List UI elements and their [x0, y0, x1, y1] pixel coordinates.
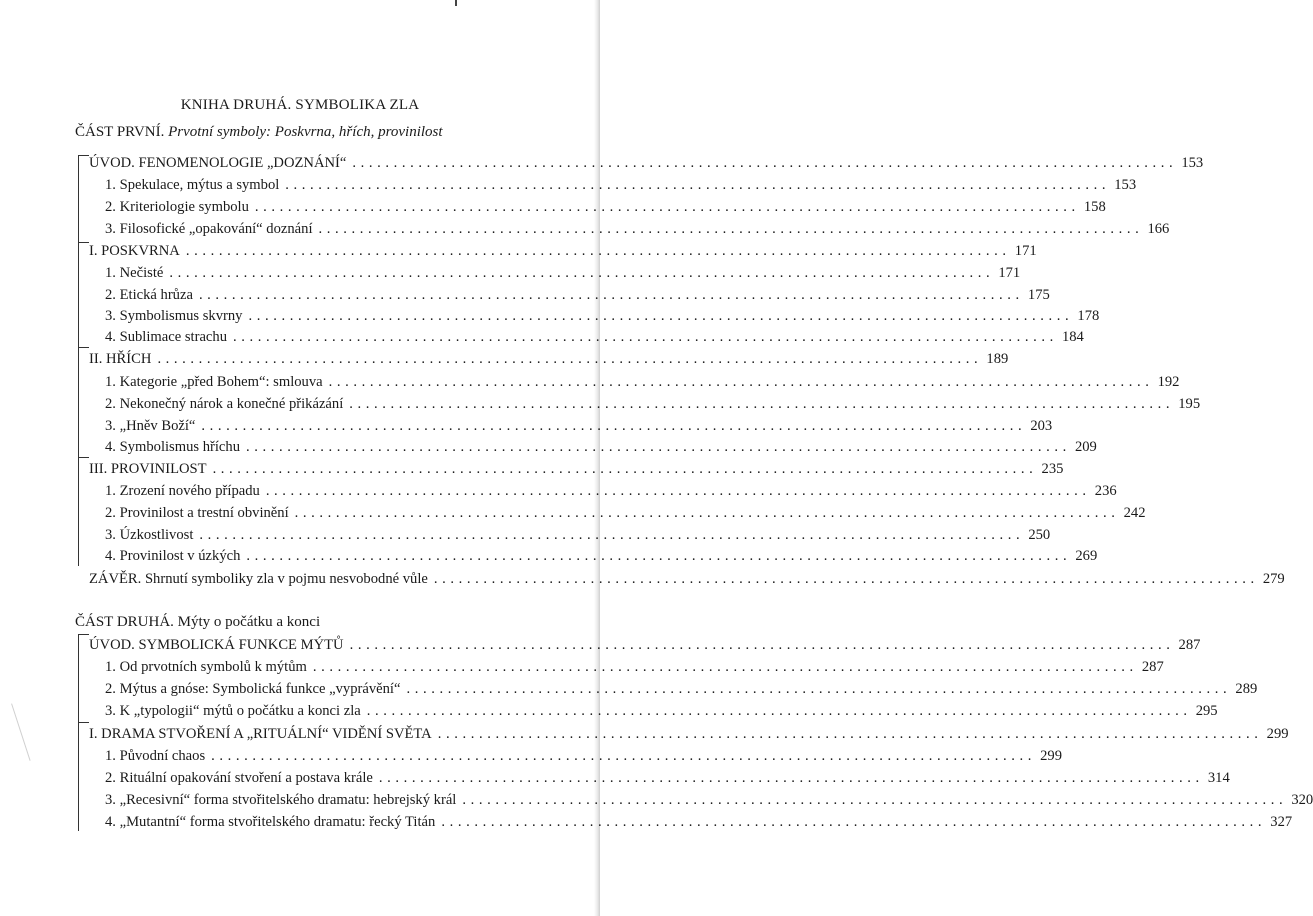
section-bracket: [78, 155, 89, 244]
dot-leader: ....................................................................................................: [366, 703, 1192, 719]
toc-entry-page: 209: [1074, 439, 1097, 455]
toc-entry-title: 1. Od prvotních symbolů k mýtům: [105, 659, 307, 675]
toc-entry[interactable]: [105, 287, 1050, 307]
toc-entry-title: 2. Rituální opakování stvoření a postava krále: [105, 770, 373, 786]
toc-entry-page: 235: [1041, 461, 1064, 477]
toc-entry-title: I. POSKVRNA: [89, 243, 180, 259]
toc-entry[interactable]: [105, 681, 1258, 701]
toc-entry-page: 295: [1195, 703, 1218, 719]
toc-entry-title: 3. K „typologii“ mýtů o počátku a konci zla: [105, 703, 361, 719]
toc-entry-title: 1. Kategorie „před Bohem“: smlouva: [105, 374, 323, 390]
toc-entry[interactable]: [105, 265, 1021, 285]
toc-entry-title: 3. „Hněv Boží“: [105, 418, 196, 434]
toc-entry-page: 153: [1114, 177, 1137, 193]
toc-entry-title: 2. Provinilost a trestní obvinění: [105, 505, 289, 521]
section-bracket: [78, 347, 89, 458]
part-one-subtitle: Prvotní symboly: Poskvrna, hřích, provinilost: [168, 124, 443, 140]
toc-entry[interactable]: [105, 308, 1100, 328]
dot-leader: ....................................................................................................: [254, 199, 1080, 215]
toc-entry[interactable]: [105, 418, 1053, 438]
toc-entry-title: 1. Původní chaos: [105, 748, 206, 764]
toc-entry-title: 2. Mýtus a gnóse: Symbolická funkce „vyprávění“: [105, 681, 401, 697]
toc-entry-page: 279: [1262, 571, 1285, 587]
dot-leader: ....................................................................................................: [378, 770, 1204, 786]
toc-entry-page: 299: [1266, 726, 1289, 742]
toc-entry[interactable]: [105, 396, 1201, 416]
dot-leader: ....................................................................................................: [352, 155, 1178, 171]
toc-entry-title: 3. Úzkostlivost: [105, 527, 194, 543]
toc-entry-page: 171: [1014, 243, 1037, 259]
dot-leader: ....................................................................................................: [441, 814, 1267, 830]
toc-entry[interactable]: [105, 439, 1097, 459]
toc-entry-page: 184: [1061, 329, 1084, 345]
section-bracket: [78, 242, 89, 348]
toc-entry-page: 203: [1030, 418, 1053, 434]
toc-entry[interactable]: [105, 792, 1313, 812]
toc-entry-page: 178: [1077, 308, 1100, 324]
toc-entry-page: 171: [998, 265, 1021, 281]
toc-entry-page: 242: [1123, 505, 1146, 521]
pencil-mark: [11, 699, 44, 761]
toc-entry[interactable]: [105, 505, 1146, 525]
toc-entry[interactable]: [89, 351, 1009, 371]
toc-entry-title: 4. Provinilost v úzkých: [105, 548, 241, 564]
toc-entry[interactable]: [89, 726, 1289, 746]
toc-entry-title: ÚVOD. SYMBOLICKÁ FUNKCE MÝTŮ: [89, 637, 344, 653]
section-bracket: [78, 634, 89, 723]
toc-entry-title: ÚVOD. FENOMENOLOGIE „DOZNÁNÍ“: [89, 155, 347, 171]
dot-leader: ....................................................................................................: [318, 221, 1144, 237]
dot-leader: ....................................................................................................: [294, 505, 1120, 521]
toc-entry-title: 4. Sublimace strachu: [105, 329, 227, 345]
section-bracket: [78, 457, 89, 566]
toc-entry-page: 250: [1028, 527, 1051, 543]
toc-entry-page: 269: [1075, 548, 1098, 564]
toc-entry-page: 287: [1178, 637, 1201, 653]
dot-leader: ....................................................................................................: [246, 439, 1071, 455]
dot-leader: ....................................................................................................: [199, 527, 1025, 543]
dot-leader: ....................................................................................................: [201, 418, 1027, 434]
dot-leader: ....................................................................................................: [312, 659, 1138, 675]
toc-entry-title: II. HŘÍCH: [89, 351, 152, 367]
toc-entry[interactable]: [105, 374, 1180, 394]
toc-entry-page: 287: [1141, 659, 1164, 675]
toc-entry-page: 299: [1040, 748, 1062, 764]
dot-leader: ....................................................................................................: [265, 483, 1091, 499]
toc-entry-page: 320: [1291, 792, 1313, 808]
toc-entry-page: 289: [1235, 681, 1258, 697]
toc-entry[interactable]: [105, 548, 1098, 568]
toc-entry-title: 1. Nečisté: [105, 265, 164, 281]
dot-leader: ....................................................................................................: [233, 329, 1058, 345]
toc-entry[interactable]: [105, 527, 1051, 547]
dot-leader: ....................................................................................................: [462, 792, 1288, 808]
toc-entry-title: I. DRAMA STVOŘENÍ A „RITUÁLNÍ“ VIDĚNÍ SVĚTA: [89, 726, 432, 742]
toc-entry[interactable]: [105, 177, 1137, 197]
dot-leader: ....................................................................................................: [198, 287, 1024, 303]
toc-entry[interactable]: [89, 637, 1201, 657]
dot-leader: ....................................................................................................: [185, 243, 1011, 259]
toc-entry[interactable]: [105, 221, 1170, 241]
dot-leader: ....................................................................................................: [406, 681, 1232, 697]
toc-entry-page: 314: [1207, 770, 1230, 786]
scan-mark: [455, 0, 457, 6]
book-title: KNIHA DRUHÁ. SYMBOLIKA ZLA: [180, 97, 420, 113]
toc-entry[interactable]: [105, 814, 1293, 834]
toc-entry-title: 2. Nekonečný nárok a konečné přikázání: [105, 396, 344, 412]
toc-entry[interactable]: [89, 461, 1064, 481]
toc-entry[interactable]: [105, 703, 1218, 723]
toc-entry-title: 1. Spekulace, mýtus a symbol: [105, 177, 280, 193]
toc-entry-title: 3. Filosofické „opakování“ doznání: [105, 221, 313, 237]
dot-leader: ....................................................................................................: [157, 351, 983, 367]
section-bracket: [78, 722, 89, 831]
toc-entry-title: ZÁVĚR. Shrnutí symboliky zla v pojmu nesvobodné vůle: [89, 571, 428, 587]
dot-leader: ....................................................................................................: [212, 461, 1038, 477]
toc-entry-page: 189: [986, 351, 1009, 367]
toc-entry[interactable]: [105, 770, 1230, 790]
toc-entry-page: 153: [1181, 155, 1204, 171]
part-two-subtitle: Mýty o počátku a konci: [177, 614, 321, 630]
dot-leader: ....................................................................................................: [211, 748, 1036, 764]
dot-leader: ....................................................................................................: [169, 265, 995, 281]
dot-leader: ....................................................................................................: [437, 726, 1263, 742]
dot-leader: ....................................................................................................: [285, 177, 1111, 193]
toc-entry-title: 4. „Mutantní“ forma stvořitelského dramatu: řecký Titán: [105, 814, 436, 830]
toc-entry-page: 192: [1157, 374, 1180, 390]
toc-entry-title: 3. Symbolismus skvrny: [105, 308, 243, 324]
toc-entry-title: 1. Zrození nového případu: [105, 483, 260, 499]
toc-entry-page: 158: [1083, 199, 1106, 215]
toc-entry-title: III. PROVINILOST: [89, 461, 207, 477]
dot-leader: ....................................................................................................: [248, 308, 1074, 324]
toc-entry[interactable]: [105, 483, 1117, 503]
part-two-heading: [75, 614, 320, 631]
part-two-label: ČÁST DRUHÁ.: [75, 614, 174, 630]
dot-leader: ....................................................................................................: [349, 396, 1175, 412]
toc-entry[interactable]: [89, 243, 1037, 263]
toc-entry[interactable]: [105, 748, 1062, 768]
toc-entry-page: 236: [1094, 483, 1117, 499]
toc-entry[interactable]: [89, 571, 1285, 591]
dot-leader: ....................................................................................................: [328, 374, 1154, 390]
dot-leader: ....................................................................................................: [246, 548, 1072, 564]
toc-entry-page: 195: [1178, 396, 1201, 412]
toc-entry[interactable]: [89, 155, 1204, 175]
toc-entry-page: 327: [1270, 814, 1293, 830]
toc-entry[interactable]: [105, 199, 1106, 219]
toc-entry-title: 2. Kriteriologie symbolu: [105, 199, 249, 215]
toc-entry-title: 4. Symbolismus hříchu: [105, 439, 240, 455]
dot-leader: ....................................................................................................: [433, 571, 1259, 587]
toc-entry-page: 166: [1147, 221, 1170, 237]
toc-entry-page: 175: [1027, 287, 1050, 303]
toc-entry[interactable]: [105, 659, 1164, 679]
toc-entry[interactable]: [105, 329, 1084, 349]
toc-entry-title: 3. „Recesivní“ forma stvořitelského dramatu: hebrejský král: [105, 792, 457, 808]
toc-entry-title: 2. Etická hrůza: [105, 287, 193, 303]
part-one-label: ČÁST PRVNÍ.: [75, 124, 165, 140]
part-one-heading: [75, 124, 443, 141]
dot-leader: ....................................................................................................: [349, 637, 1175, 653]
